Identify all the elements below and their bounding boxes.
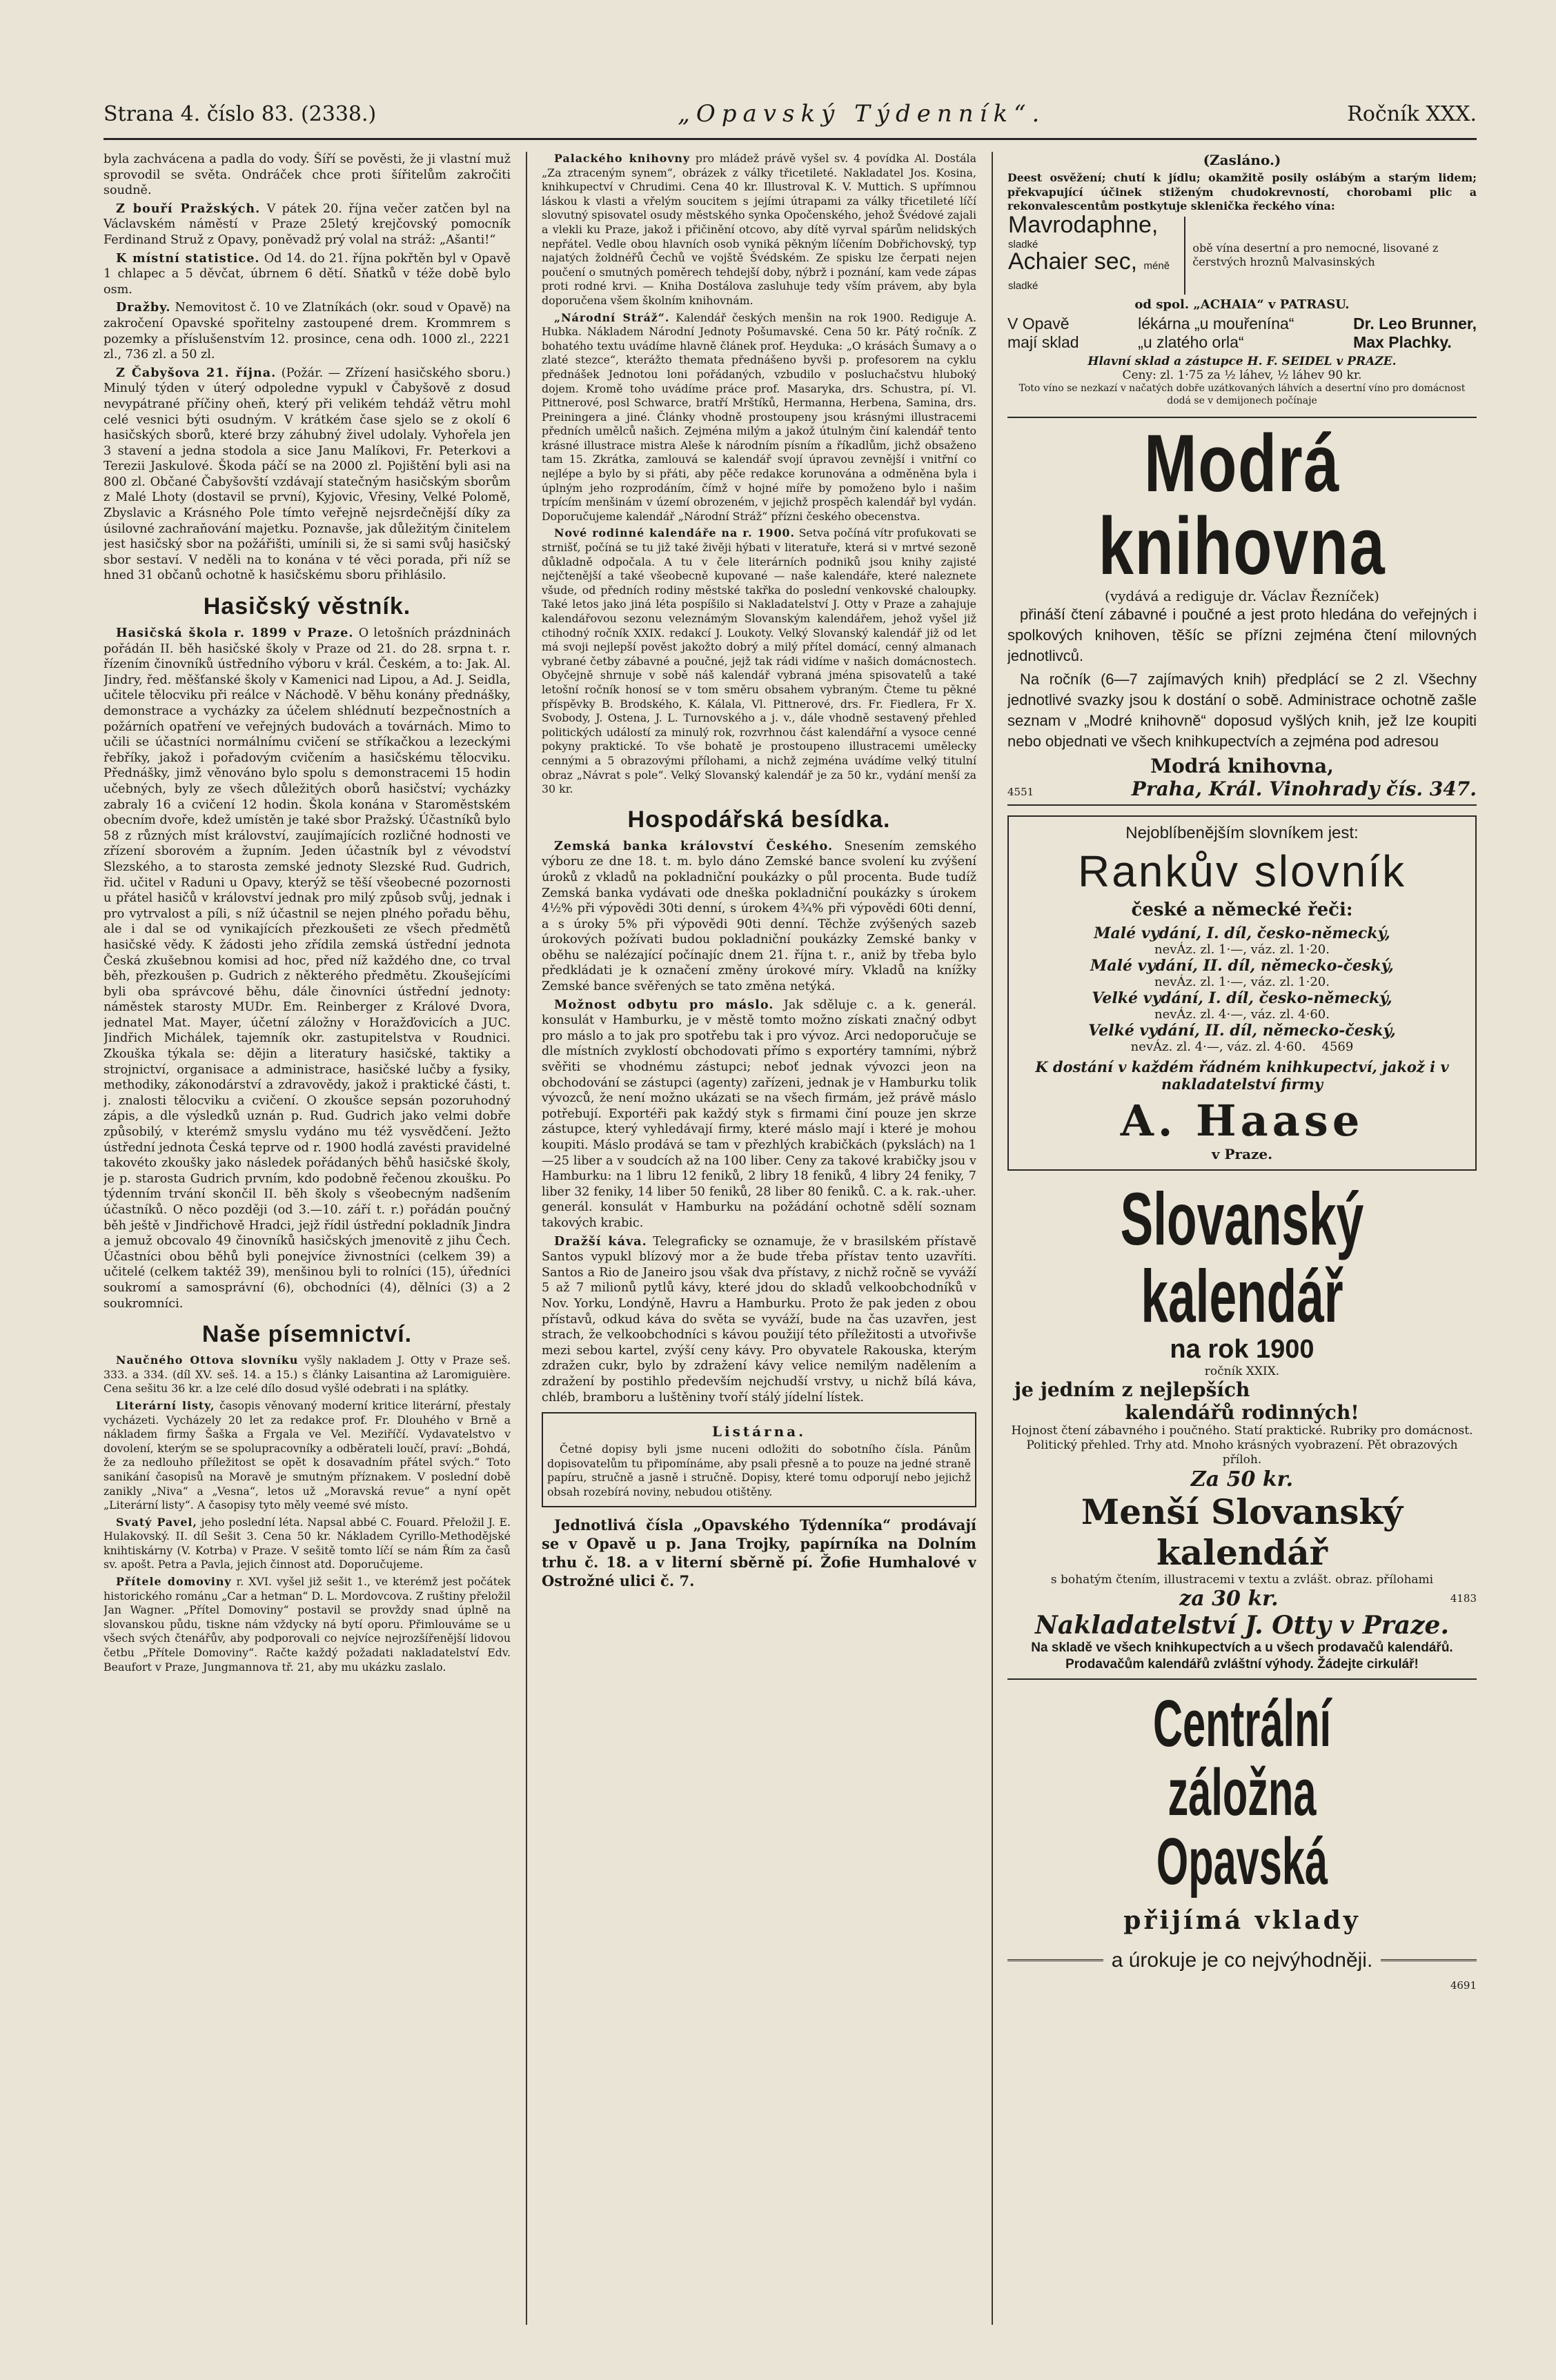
dict-price: nevÁz. zl. 4·—, váz. zl. 4·60. 4569 [1130, 1039, 1354, 1054]
wine-name-1: Mavrodaphne, sladké [1008, 211, 1159, 250]
news-body: Nemovitost č. 10 ve Zlatníkách (okr. soud v Opavě) na zakročení Opavské spořitelny zastoupené drem. Krommrem s pozemky a příslušenstvím 12. prosince, cena odh. 1000 zl., 2221 zl., 736 zl. a 50 zl. [104, 301, 511, 362]
section-heading: Naše písemnictví. [201, 1321, 413, 1348]
ad-year: na rok 1900 [1170, 1334, 1314, 1364]
dict-price: nevÁz. zl. 1·—, váz. zl. 1·20. [1154, 942, 1330, 957]
ad-number: 4569 [1321, 1039, 1354, 1054]
news-body: V pátek 20. října večer zatčen byl na Václavském náměstí v Praze 25letý krejčovský pomocník Ferdinand Struž z Opavy, poněvadž prý volal na stráž: „Ašanti!“ [104, 201, 511, 247]
dict-edition: Malé vydání, II. díl, německo-český, [1090, 956, 1394, 975]
article-text: byla zachvácena a padla do vody. Šíří se pověsti, že ji vlastní muž sprovodil se světa. Ondráček chce proti šířitelům zakročiti soudně. [104, 152, 511, 198]
news-lead: Z Čabyšova 21. října. [116, 365, 277, 380]
section-heading: Hasičský věstník. [203, 593, 411, 620]
dict-price: nevÁz. zl. 1·—, váz. zl. 1·20. [1154, 974, 1330, 989]
news-body: (Požár. — Zřízení hasičského sboru.) Minulý týden v úterý odpoledne vypukl v Čabyšově z dosud nevypátrané příčiny oheň, který při velikém tehdáž větru mohl celé vesnici býti osudným. V krátkém čase sjelo se z okolí 6 hasičských sborů, které brzy záhubný živel udolaly. Vyhořela jen 3 stavení a jedna stodola a sice Janu Malíkovi, Fr. Peterkovi a Terezii Jaskulové. Škoda páčí se na 2000 zl. Pojištění byli asi na 800 zl. Občané Čabyšovští vzdávají statečným hasičským sborům z Malé Lhoty (dostavil se první), Kyjovic, Vřesiny, Velké Polomě, Zbyslavic a Krásného Pole tímto veřejně nejsrdečnější díky za úsilovné zachraňování majetku. Poznavše, jak důležitým činitelem jest hasičský sbor na požářišti, umínili si, že si sami svůj hasičský sbor sestaví. V neděli na to konána v té věci porada, při níž se hned 31 občanů ochotně k hasičskému sboru přihlásilo. [104, 366, 511, 583]
ad-city: v Praze. [1211, 1145, 1273, 1162]
ad-number: 4691 [1450, 1979, 1477, 1992]
column-rule [526, 152, 527, 2325]
ad-volume: ročník XXIX. [1204, 1364, 1280, 1378]
ad-title: Centrální záložna Opavská [1153, 1686, 1331, 1898]
news-item [542, 1234, 976, 1406]
wine-city: V Opavě mají sklad [1007, 314, 1079, 351]
news-item [542, 526, 976, 796]
ad-rankuv-slovnik [1007, 815, 1477, 1171]
news-body: vyšly nakladem J. Otty v Praze seš. 333. a 334. (díl XV. seš. 14. a 15.) s články Laisantina až Laromiguière. Cena sešitu 36 kr. a lze celé dílo dosud vyšlé odebrati i na splátky. [104, 1353, 511, 1396]
ad-foot: Na skladě ve všech knihkupectvích a u všech prodavačů kalendářů. Prodavačům kalendářů zvláštní výhody. Žádejte cirkulář! [1031, 1640, 1453, 1672]
news-item [542, 311, 976, 524]
ad-body-2: Na ročník (6—7 zajímavých knih) předplácí se 2 zl. Všechny jednotlivé svazky jsou k dostání o sobě. Administrace ochotně zašle seznam v „Modré knihovně“ doposud vyšlých knih, jež lze koupiti nebo objednati ve všech knihkupectvích a zejména pod adresou [1007, 670, 1477, 750]
news-body: jeho poslední léta. Napsal abbé C. Fouard. Přeložil J. E. Hulakovský. II. díl Sešit 3. Cena 50 kr. Nákladem Cyrillo-Methodějské knihtiskárny (V. Kotrba) v Praze. V sešitě tomto líčí se nám Řím za časů sv. apošt. Petra a Pavla, jejich činnost atd. Doporučujeme. [104, 1515, 511, 1571]
ad-number: 4551 [1007, 785, 1034, 798]
column-1 [104, 152, 511, 2325]
news-body: Snesením zemského výboru ze dne 18. t. m. bylo dáno Zemské bance svolení ku zvýšení úroků z vkladů na pokladniční poukázky o půl procenta. Bude tudíž Zemská banka vydávati ode dneška pokladniční poukázky s úrokem 4½% při výpovědi 30ti denní, s úrokem 4¾% při výpovědi 60ti denní, a s úroky 5% při výpovědi 90ti denní. Těchže zvýšených sazeb úrokových požívati budou pokladniční poukázky Zemské banky v oběhu se nalézající počínajíc dnem 21. října t. r., aniž by třeba bylo předkládati je k označení změny úrokové míry. Vkladů na knížky Zemské bance svěřených se tato změna netýká. [542, 839, 976, 994]
ad-editor: (vydává a rediguje dr. Václav Řezníček) [1105, 587, 1379, 604]
ad-slovansky-kalendar [1007, 1176, 1477, 1680]
sales-notice: Jednotlivá čísla „Opavského Týdenníka“ prodávají se v Opavě u p. Jana Trojky, papírníka na Dolním trhu č. 18. a v literní sběrně pí. Žofie Humhalové v Ostrožné ulici č. 7. [542, 1516, 976, 1590]
news-lead: Nové rodinné kalendáře na r. 1900. [554, 526, 796, 540]
news-lead: Zemská banka království Českého. [554, 838, 834, 853]
ad-availability: K dostání v každém řádném knihkupectví, jakož i v nakladatelství firmy [1035, 1058, 1449, 1093]
wine-table [1007, 211, 1477, 295]
ad-small-title: Menší Slovanský kalendář [1081, 1491, 1404, 1573]
news-body: O letošních prázdninách pořádán II. běh hasičské školy v Praze od 21. do 28. srpna t. r. řízením činovníků ústředního výboru v král. Českém, a to: Jak. Al. Jindry, řed. měšťanské školy v Kamenici nad Lipou, a Ad. J. Seidla, učitele tělocviku při reálce v Náchodě. V běhu konány přednášky, demonstrace a vycházky za účelem shlédnutí bezpečnostních a požárních opatření ve veřejných budovách a továrnách. Mimo to učili se účastníci normálnímu cvičení se stříkačkou a lezeckými řebříky, jakož i pořadovým cvičením a hasičskému tělocviku. Přednášky, jimž věnováno bylo spolu s demonstracemi 15 hodin učebných, byly ze všech důležitých oborů hasičství; vycházky zabraly 16 a cvičení 12 hodin. Škola konána v Staroměstském obecním dvoře, kdež umístěn je také sbor Pražský. Účastníků bylo 58 z různých míst království, zaujímajících rozličné hodnosti ve zřízení sborovém a župním. Jeden účastník byl z vévodství Slezského, a to starosta zemské jednoty Slezské Rud. Gudrich, řid. učitel v Raduni u Opavy, kterýž se těší všeobecné pozornosti u přátel hasičů v království jednak pro milý způsob svůj, jednak i pro vytrvalost a píli, s níž účastnil se nejen plného pořadu běhu, ale i dal se od vynikajících přezkoušeti ze všech předmětů hasičské vědy. K žádosti jeho zřídila zemská ústřední jednota Česká zkušebnou komisi ad hoc, před níž každého dne, co trval běh, přezkoušen p. Gudrich z některého předmětu. Zkoušejícími byli oba správcové běhu, dále činovníci ústřední jednoty: náměstek starosty MUDr. Em. Reinberger z Králové Dvora, jednatel Mat. Mayer, účetní záložny v Horažďovicích a JUC. Jindřich Michálek, tajemník okr. zastupitelstva v Roudnici. Zkouška týkala se: dějin a literatury hasičské, taktiky a strojnictví, organisace a administrace, hasičské lučby a fysiky, methodiky, zákonodárství a zdravovědy, jakož i praktické části, t. j. znalosti tělocviku a cvičení. O zkoušce sepsán pozoruhodný zápis, a dle výsledků uznán p. Rud. Gudrich jako velmi dobře způsobilý, v kterémž smyslu vydáno mu též vysvědčení. Ježto ústřední jednota Česká teprve od r. 1900 hodlá zavésti pravidelné takovéto zkoušky jako následek pořádaných běhů hasičské školy, je p. starosta Gudrich prvním, kdo podobně řečenou zkoušku. Po týdenním trvání skončil II. běh školy s všeobecným nadšením účastníků. O něco později (od 3.—10. září t. r.) pořádán poučný běh ještě v Jindřichově Hradci, jejž řídil ústřední pokladník Jindra a jemuž obcovalo 49 činovníků hasičských jmenovitě z jihu Čech. Účastníci obou běhů byli ponejvíce živnostníci (celkem 39) a učitelé (celkem taktéž 39), menšinou byli to rolníci (15), úředníci soukromí a samosprávní (6), obchodníci (4), dělníci (3) a 2 soukromníci. [104, 626, 511, 1311]
wine-desc: obě vína desertní a pro nemocné, lisované z čerstvých hroznů Malvasinských [1185, 217, 1477, 295]
wine-heading: (Zasláno.) [1203, 152, 1281, 168]
news-item [104, 366, 511, 584]
ad-price: Za 50 kr. [1190, 1467, 1294, 1491]
ad-title: Rankův slovník [1078, 846, 1406, 896]
news-body: Od 14. do 21. října pokřtěn byl v Opavě 1 chlapec a 5 děvčat, úbrnem 6 dětí. Sňatků v téže době bylo osm. [104, 251, 511, 297]
dict-edition: Malé vydání, I. díl, česko-německý, [1094, 924, 1390, 942]
ad-firm: A. Haase [1120, 1095, 1364, 1146]
news-body: Jak sděluje c. a k. generál. konsulát v Hamburku, je v městě tomto možno získati značný odbyt pro máslo a to jak pro spotřebu tak i pro vývoz. Arci nedoporučuje se dle místních zvyklostí obchodovati přímo s exportéry tamními, nýbrž svěřiti se vhodnému zástupci; neboť jednak vývozci jeon na obchodování se zástupci (agenty) zařízeni, jednak je v Hamburku tolik vývozců, že není možno ukázati se na všech firmám, jež právě máslo potřebují. Exportéři pak každý styk s firmami činí pouze jen skrze zástupce, který vyhledávají firmy, které máslo mají i které je mohou koupiti. Máslo prodává se tam v přezhlých krabičkách (pykslách) na 1—25 liber a v soudcích až na 100 liber. Ceny za takové krabičky jsou v Hamburku: na 1 libru 12 feniků, 2 libry 18 feniků, 4 libry 24 feniky, 7 liber 32 feniky, 14 liber 50 feniků, 28 liber 80 feniků. C. a k. rak.-uher. generál. konsulát v Hamburku na požádání ochotně sdělí soznam takových krabic. [542, 998, 976, 1230]
wine-dealers [1007, 315, 1477, 352]
news-lead: Svatý Pavel, [116, 1515, 197, 1529]
news-item [542, 839, 976, 995]
volume: Ročník XXX. [1347, 101, 1477, 126]
news-lead: Palackého knihovny [554, 152, 691, 165]
ad-tagline-1: je jedním z nejlepších [1014, 1378, 1250, 1401]
page-header [104, 90, 1477, 140]
news-lead: Přítele domoviny [116, 1575, 232, 1589]
wine-price: Ceny: zl. 1·75 za ½ láhev, ½ láhev 90 kr. [1122, 368, 1362, 382]
ad-sign: Modrá knihovna, [1150, 754, 1334, 777]
news-item [542, 152, 976, 308]
newspaper-page [104, 90, 1477, 2339]
ad-rate: a úrokuje je co nejvýhodněji. [1111, 1948, 1373, 1972]
ad-centralni-zalozna [1007, 1686, 1477, 1992]
column-2 [542, 152, 976, 2325]
news-item [104, 1516, 511, 1572]
news-item [104, 1353, 511, 1396]
news-item [542, 998, 976, 1231]
news-body: Kalendář českých menšin na rok 1900. Rediguje A. Hubka. Nákladem Národní Jednoty Pošumavské. Cena 50 kr. Pátý ročník. Z bohatého textu uvádíme hlavně článek prof. Heyduka: „O krásách Šumavy a o zlaté stezce“, kterážto themata přednášeno byvši p. profesorem na cyklu přednášek Jednotou loni pořádaných, vzbudilo v posluchačstvu hluboký dojem. Kromě toho uvádíme práce prof. Masaryka, drs. Schustra, pí. Vl. Pittnerové, posl Schwarce, bratří Mrštíků, Hermanna, Herbena, Samina, drs. Preiningera a jiné. Články vhodně prostoupeny jsou krásnými illustracemi předních umělců našich. Zejména milým a jakož útulným činí kalendář tento krásné illustrace mistra Aleše k národním písním a říkadlům, jichž obsaženo tam 15. Zkrátka, zamlouvá se kalendář svojí úpravou zevnější i vnitřní co nejlépe a bylo by si přáti, aby pěče redakce korunována a odměněna byla i úplným jeho rozprodáním, čímž v hojné míře by pomoženo bylo i našim trpícím menšinám v území obrozeném, v jejichž prospěch kalendář byl vydán. Doporučujeme kalendář „Národní Stráž“ přízni českého obecenstva. [542, 310, 976, 523]
ad-title: Slovanský kalendář [1120, 1176, 1364, 1338]
column-rule [992, 152, 993, 2325]
ad-accepts: přijímá vklady [1123, 1905, 1361, 1935]
news-item [104, 251, 511, 298]
news-body: Setva počíná vítr profukovati se strnišť, počíná se tu již také živěji hýbati v literatuře, která si v mrtvé sezoně důkladně odpočala. A tu v čele literárních podniků jsou knihy zajisté nejčtenější a také všeobecně kupované — naše kalendáře, které naleznete všude, od předních rodiny městské takřka do poslední venkovské chaloupky. Také letos jako jiná léta pospíšilo si Nakladatelství J. Otty v Praze a zahajuje kalendářovou sezonu veleznámým Slovanským kalendářem, jehož vyšel již ctihodný ročník XXIX. redakcí J. Loukoty. Velký Slovanský kalendář již od let má svoji nejlepší pověst jakožto dobrý a milý přítel domácí, cenný almanach vybrané četby zábavné a poučné, jejž tak rádi vidíme v našich domácnostech. Obyčejně shrnuje v sobě náš kalendář vybraná jména spisovatelů a také letošní ročník honosí se v tom směru obsahem vybraným. Čteme tu pěkné příspěvky B. Brodského, K. Kálala, Vl. Pittnerové, drs. Fr. Fiedlera, Fr X. Svobody, J. Ostena, J. L. Turnovského a j. v., dále vhodně sestavený přehled politických událostí za minulý rok, rozvrhnou část kalendářní a vysoce cenné pokyny praktické. To vše bohatě je prostoupeno illustracemi umělecky cennými a 5 obrazovými přílohami, a nichž zejména uvádíme velký titulní obraz „Návrat s pole“. Velký Slovanský kalendář je za 50 kr., vydání menší za 30 kr. [542, 526, 976, 796]
ornament-rule [1381, 1959, 1477, 1961]
wine-company: od spol. „ACHAIA“ v PATRASU. [1134, 297, 1350, 312]
dict-price: nevÁz. zl. 4·—, váz. zl. 4·60. [1154, 1006, 1330, 1022]
box-text: Četné dopisy byli jsme nuceni odložiti do sobotního čísla. Pánům dopisovatelům tu připomínáme, aby psali přesně a to pouze na jedné straně papíru, stručně a jasně i stručně. Dopisy, které tomu odporují nebo jejichž obsah rozebírá noviny, nebudou otištěny. [547, 1442, 971, 1498]
news-body: pro mládež právě vyšel sv. 4 povídka Al. Dostála „Za ztraceným synem“, obrázek z války třicetileté. Nakladatel Jos. Kosina, knihkupectví v Chrudimi. Cena 40 kr. Illustroval K. V. Muttich. S upřímnou láskou k vlasti a vřelým soucitem s jejími útrapami za války třicetileté líčí slovutný spisovatel osudy městského synka Opočenského, jehož Švédové zajali a vlekli ku Praze, jakož i přičinění otcovo, aby dítě vyrval spárům nelidských nepřátel. Vedle obou hlavních osob vyniká pěkným líčením Dobřichovský, typ najatých žoldnéřů Čechů ve vojště Švédském. Ze spisku lze čerpati nejen poučení o smutných poměrech tehdejší doby, nýbrž i poznání, kam vede zápas proti rodné krvi. — Kniha Dostálova zasluhuje tedy vším právem, aby byla doporučena všem školním knihovnám. [542, 152, 976, 307]
ad-title: Modrá knihovna [1098, 417, 1386, 592]
ad-modra-knihovna [1007, 417, 1477, 806]
letters-box [542, 1412, 976, 1507]
masthead-title: „Opavský Týdenník“. [678, 100, 1046, 128]
page-number: Strana 4. číslo 83. (2338.) [104, 101, 377, 126]
wine-owners: Dr. Leo Brunner, Max Plachky. [1353, 314, 1477, 351]
ad-subtitle: české a německé řeči: [1131, 899, 1353, 920]
news-lead: Možnost odbytu pro máslo. [554, 997, 774, 1012]
ad-description: Hojnost čtení zábavného i poučného. Statí praktické. Rubriky pro domácnost. Politický přehled. Trhy atd. Mnoho krásných vyobrazení. Pět obrazových příloh. [1011, 1423, 1473, 1467]
news-item [104, 626, 511, 1311]
wine-intro: Deest osvěžení; chutí k jídlu; okamžitě posily oslábým a starým lidem; překvapující účinek stiženým chudokrevností, chorobami plic a rekonvalescentům postkytuje sklenička řeckého vína: [1007, 171, 1477, 213]
news-lead: Literární listy, [116, 1398, 215, 1412]
ad-address-row [1007, 777, 1477, 800]
dict-edition: Velké vydání, II. díl, německo-český, [1088, 1021, 1396, 1040]
news-lead: Hasičská škola r. 1899 v Praze. [116, 626, 354, 641]
ornament-rule [1007, 1959, 1103, 1961]
wine-name-2: Achaier sec, méně sladké [1008, 248, 1170, 292]
wine-ad [1007, 152, 1477, 407]
news-lead: K místní statistice. [116, 250, 260, 266]
news-item [104, 1575, 511, 1674]
news-lead: Naučného Ottova slovníku [116, 1353, 299, 1367]
news-lead: Dražby. [116, 300, 171, 315]
wine-shops: lékárna „u mouřenína“ „u zlatého orla“ [1138, 314, 1294, 351]
news-item [104, 300, 511, 362]
news-item [104, 1399, 511, 1513]
wine-main-store: Hlavní sklad a zástupce H. F. SEIDEL v PRAZE. [1087, 354, 1397, 368]
ad-small-desc: s bohatým čtením, illustracemi v textu a zvlášt. obraz. přílohami [1050, 1572, 1434, 1587]
news-lead: Z bouří Pražských. [116, 201, 261, 216]
news-item [104, 201, 511, 248]
dict-edition: Velké vydání, I. díl, česko-německý, [1092, 989, 1392, 1007]
news-body: r. XVI. vyšel již sešit 1., ve kterémž jest počátek historického románu „Car a hetman“ D. L. Mordovcova. Z ruštiny přeložil Jan Wagner. „Přítel Domoviny“ postavil se provždy snad úplně na slovanskou půdu, tiskne nám vždycky ná bytí oporu. Přimlouváme se u všech svých čtenářův, aby podporovali co nejvíce nejrozšířenější lidovou četbu „Přítele Domoviny“. Račte každý požadati nakladatelství Edv. Beaufort v Praze, Jungmannova tř. 21, aby mu ukázku zaslalo. [104, 1575, 511, 1674]
ad-small-price-row [1007, 1587, 1477, 1611]
news-lead: Dražší káva. [554, 1233, 647, 1249]
news-lead: „Národní Stráž“. [554, 310, 670, 324]
ad-small-price: za 30 kr. [1179, 1586, 1279, 1611]
ad-pretitle: Nejoblíbenějším slovníkem jest: [1125, 823, 1359, 842]
ad-number: 4183 [1450, 1592, 1477, 1605]
news-body: Telegraficky se oznamuje, že v brasilském přístavě Santos vypukl blízový mor a že bude třeba přístav tento uzavříti. Santos a Rio de Janeiro jsou však dva přístavy, z nichž ročně se vyváží 5 až 7 milionů pytlů kávy, které jdou do skladů velkoobchodníků v Nov. Yorku, Londýně, Havru a Hamburku. Proto že pak jeden z obou přístavů, odkud káva do světa se vyváží, bude na čas uzavřen, jest strach, že velkoobchodníci s kávou použijí této příležitosti a utvořivše mezi sebou kartel, zvýší ceny kávy. Pro obyvatele Rakouska, kterým zdražen cukr, bylo by zdražení kávy velice nemilým nadělením a zdražení by postihlo především nejchudší vrstvy, u nichž bílá káva, chléb, bramboru a luštěniny tvoří stálý jídelní lístek. [542, 1234, 976, 1405]
ad-tagline-2: kalendářů rodinných! [1125, 1400, 1359, 1424]
box-title: Listárna. [711, 1423, 807, 1440]
ad-publisher: Nakladatelství J. Otty v Praze. [1035, 1610, 1449, 1640]
wine-foot: Toto víno se nezkazí v načatých dobře uzátkovaných láhvích a desertní víno pro domácnost dodá se v demijonech počínaje [1018, 382, 1466, 406]
column-3 [1007, 152, 1477, 2325]
news-body: časopis věnovaný moderní kritice literární, přestaly vycházeti. Vycházely 20 let za redakce prof. Fr. Dlouhého v Brně a nákladem firmy Šaška a Frgala ve Vel. Meziříčí. Vydavatelstvo v dovolení, kterým se se spolupracovníky a odběrateli loučí, praví: „Bohdá, že za nedlouho příležitost se opět k dosavadním přátel svých.“ Toto sanikání časopisů na Moravě je smutným příznakem. V poslední době zanikly „Niva“ a „Vesna“, letos už „Moravská revue“ a nyní opět „Literární listy“. A časopisy tyto měly veemé své místo. [104, 1398, 511, 1512]
section-heading: Hospodářská besídka. [627, 806, 891, 833]
ad-address: Praha, Král. Vinohrady čís. 347. [1131, 777, 1477, 800]
ad-body: přináší čtení zábavné i poučné a jest proto hledána do veřejných i spolkových knihoven, těšíc se přízni zejména čtení milovných jednotlivců. [1007, 605, 1477, 664]
ad-rate-row [1007, 1949, 1477, 1972]
